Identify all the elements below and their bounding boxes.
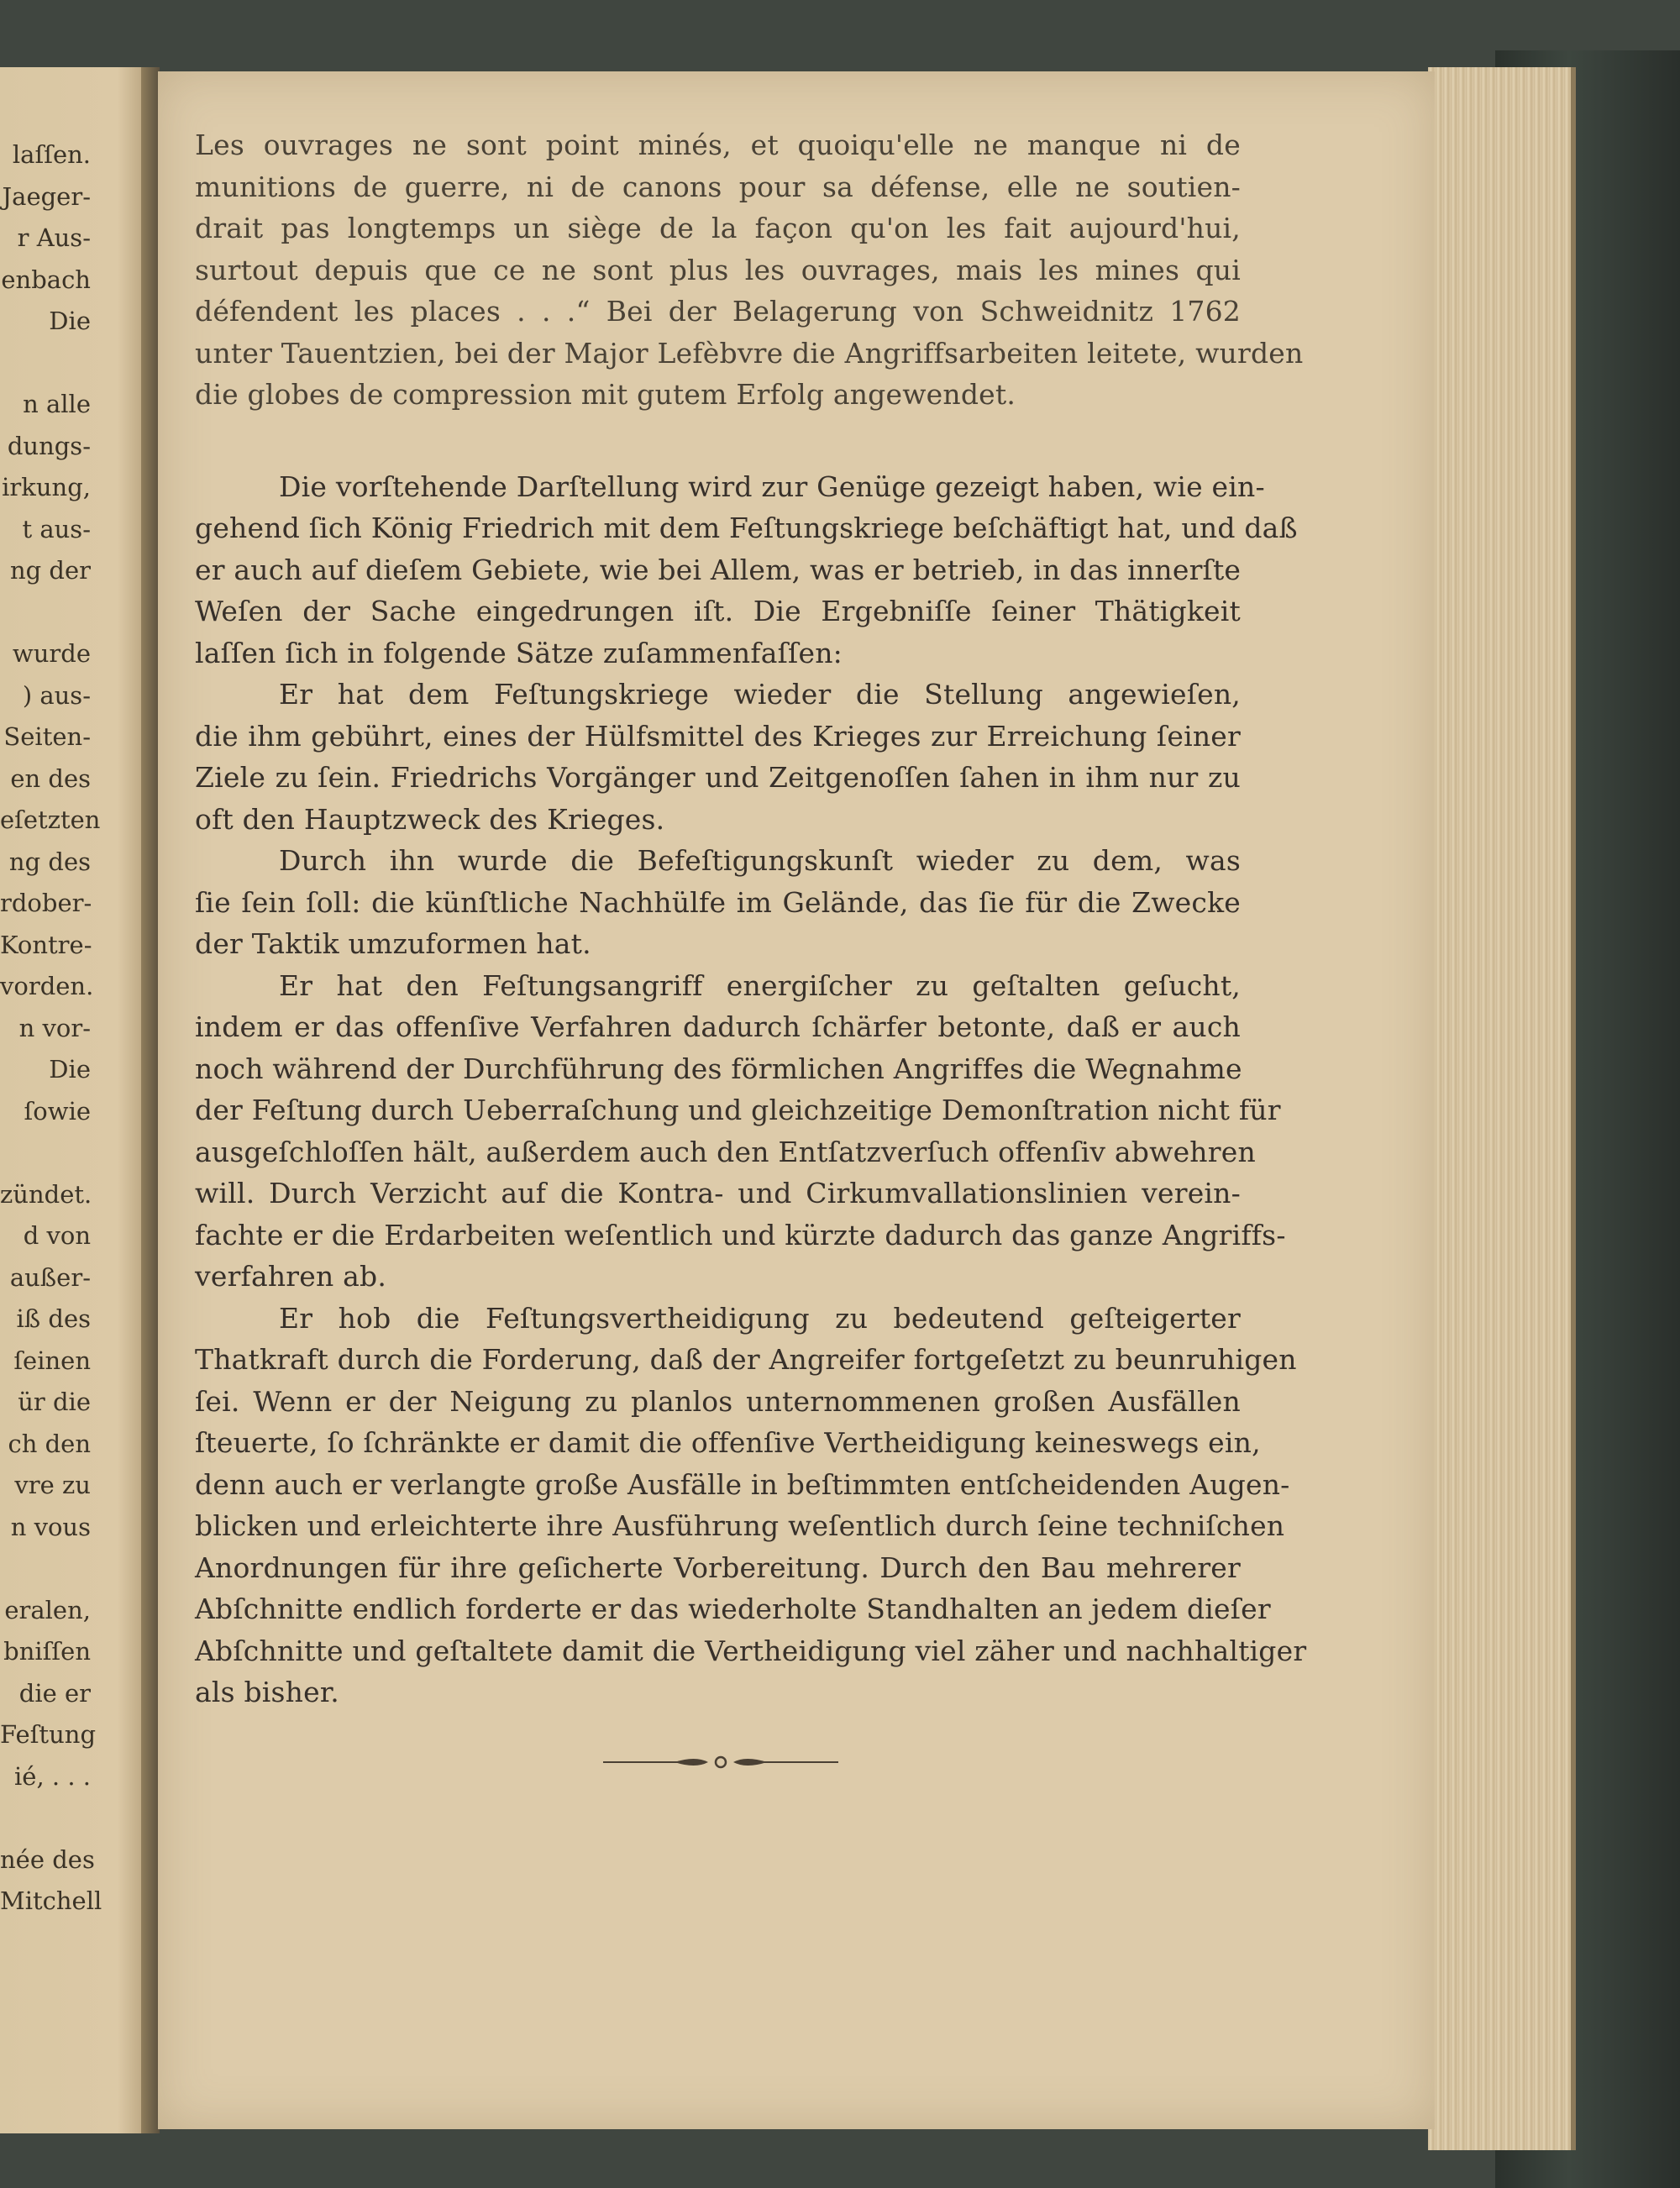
- left-page-fragment: ng des: [8, 847, 91, 876]
- left-page-fragment: Die: [49, 307, 91, 335]
- text-line: unter Tauentzien, bei der Major Lefèbvre die Angriffsarbeiten leitete, wurden: [195, 336, 1304, 370]
- left-page-fragment: t aus-: [22, 514, 91, 543]
- text-line: drait pas longtemps un siège de la façon qu'on les fait aujourd'hui,: [195, 212, 1241, 244]
- left-page-fragment: n vous: [10, 1512, 91, 1541]
- left-page-fragment: [0, 1548, 91, 1590]
- text-line: Er hat dem Feſtungskriege wieder die Stellung angewieſen,: [279, 678, 1241, 711]
- left-page-fragment: wurde: [12, 639, 91, 668]
- left-page-fragment: r Aus-: [17, 223, 91, 252]
- left-page-fragment: ſeinen: [13, 1346, 91, 1375]
- left-page-fragment: Mitchell: [0, 1886, 102, 1915]
- left-page-fragment: ié, . . .: [14, 1761, 91, 1791]
- left-page-fragment: [0, 343, 91, 385]
- text-line: surtout depuis que ce ne sont plus les ouvrages, mais les mines qui: [195, 253, 1241, 286]
- left-page-fragment: außer-: [9, 1262, 91, 1292]
- left-page-fragment: rdober-: [0, 889, 92, 917]
- left-page-text: [0, 134, 102, 1923]
- text-line: ausgeſchloſſen hält, außerdem auch den Entſatzverſuch offenſiv abwehren: [195, 1135, 1256, 1168]
- text-line: der Feſtung durch Ueberraſchung und gleichzeitige Demonſtration nicht für: [195, 1094, 1281, 1126]
- left-page-fragment: bniſſen: [3, 1637, 91, 1666]
- left-page-fragment: eſetzten: [0, 805, 101, 834]
- text-line: Weſen der Sache eingedrungen iſt. Die Ergebniſſe ſeiner Thätigkeit: [195, 595, 1241, 627]
- left-page-fragment: irkung,: [2, 473, 91, 501]
- text-line: die ihm gebührt, eines der Hülfsmittel des Krieges zur Erreichung ſeiner: [195, 719, 1241, 753]
- left-page-fragment: n alle: [23, 390, 91, 418]
- text-line: der Taktik umzuformen hat.: [195, 927, 591, 960]
- left-page-fragment: vorden.: [0, 972, 94, 1000]
- paragraph-point-4: [195, 1298, 1307, 1713]
- text-line: er auch auf dieſem Gebiete, wie bei Allem, was er betrieb, in das innerſte: [195, 553, 1242, 586]
- page-body: [195, 124, 1307, 1713]
- left-page-fragment: laſſen.: [12, 140, 91, 169]
- text-line: gehend ſich König Friedrich mit dem Feſtungskriege beſchäftigt hat, und daß: [195, 512, 1298, 544]
- text-line: ſie ſein ſoll: die künſtliche Nachhülfe im Gelände, das ſie für die Zwecke: [195, 885, 1241, 919]
- text-line: fachte er die Erdarbeiten weſentlich und kürzte dadurch das ganze Angriffs-: [195, 1218, 1286, 1251]
- text-line: ſteuerte, ſo ſchränkte er damit die offenſive Vertheidigung keineswegs ein,: [195, 1426, 1261, 1459]
- text-line: Les ouvrages ne sont point minés, et quoiqu'elle ne manque ni de: [195, 129, 1241, 161]
- text-line: Ziele zu ſein. Friedrichs Vorgänger und Zeitgenoſſen ſahen in ihm nur zu: [195, 761, 1241, 794]
- left-page-fragment: die er: [18, 1678, 91, 1708]
- text-line: ſei. Wenn er der Neigung zu planlos unternommenen großen Ausfällen: [195, 1384, 1241, 1418]
- left-page-fragment: ſowie: [24, 1096, 91, 1125]
- left-page-fragment: n vor-: [18, 1013, 91, 1042]
- left-page-fragment: Kontre-: [0, 930, 92, 959]
- left-page-fragment: dungs-: [7, 431, 91, 460]
- left-page-fragment: née des: [0, 1844, 95, 1874]
- text-line: Thatkraft durch die Forderung, daß der Angreifer fortgeſetzt zu beunruhigen: [195, 1343, 1297, 1376]
- left-page-fragment: d von: [23, 1221, 91, 1250]
- left-page-fragment: Jaeger-: [2, 181, 91, 211]
- text-line: Abſchnitte endlich forderte er das wiederholte Standhalten an jedem dieſer: [195, 1592, 1271, 1625]
- french-quote-block: [195, 124, 1304, 416]
- left-page-fragment: Seiten-: [3, 722, 91, 751]
- text-line: Er hob die Feſtungsvertheidigung zu bedeutend geſteigerter: [279, 1301, 1241, 1335]
- paragraph-point-3: [195, 965, 1286, 1298]
- left-page-fragment: ch den: [8, 1429, 91, 1458]
- text-line: will. Durch Verzicht auf die Kontra- und Cirkumvallationslinien verein-: [195, 1177, 1241, 1209]
- left-page-fragment: [0, 1797, 91, 1839]
- text-line: munitions de guerre, ni de canons pour sa défense, elle ne soutien-: [195, 170, 1241, 203]
- left-page-fragment: vre zu: [14, 1471, 91, 1499]
- left-page-fragment: enbach: [1, 265, 91, 294]
- text-line: verfahren ab.: [195, 1260, 387, 1293]
- paragraph-point-1: [195, 674, 1241, 840]
- left-page-fragment: ng der: [9, 556, 91, 585]
- left-page-fragment: ür die: [18, 1388, 91, 1416]
- text-line: die globes de compression mit gutem Erfolg angewendet.: [195, 378, 1016, 411]
- text-line: indem er das offenſive Verfahren dadurch ſchärfer betonte, daß er auch: [195, 1010, 1241, 1043]
- text-line: oft den Hauptzweck des Krieges.: [195, 802, 665, 836]
- left-page-fragment: Die: [49, 1055, 91, 1084]
- text-line: denn auch er verlangte große Ausfälle in beſtimmten entſcheidenden Augen-: [195, 1467, 1290, 1501]
- paragraph-point-2: [195, 840, 1241, 965]
- tailpiece-ornament-icon: [603, 1752, 838, 1772]
- text-line: Anordnungen für ihre geſicherte Vorbereitung. Durch den Bau mehrerer: [195, 1550, 1241, 1584]
- text-line: als bisher.: [195, 1676, 339, 1708]
- text-line: défendent les places . . .“ Bei der Belagerung von Schweidnitz 1762: [195, 295, 1241, 328]
- left-page-fragment: [0, 1132, 91, 1174]
- left-page-fragment: Feſtung: [0, 1720, 97, 1749]
- left-page-fragment: [0, 592, 91, 634]
- text-line: blicken und erleichterte ihre Ausführung weſentlich durch ſeine techniſchen: [195, 1509, 1285, 1542]
- page-edges: [1428, 67, 1576, 2150]
- book-gutter: [141, 67, 160, 2133]
- left-page-fragment: en des: [10, 763, 91, 793]
- text-line: Er hat den Feſtungsangriff energiſcher zu geſtalten geſucht,: [279, 968, 1241, 1002]
- paragraph-summary: [195, 466, 1298, 674]
- left-page-fragment: iß des: [16, 1304, 91, 1333]
- text-line: laſſen ſich in folgende Sätze zuſammenfaſſen:: [195, 636, 843, 669]
- left-page-fragment: eralen,: [4, 1595, 91, 1624]
- text-line: Die vorſtehende Darſtellung wird zur Genüge gezeigt haben, wie ein-: [279, 470, 1265, 503]
- left-page-fragment: ) aus-: [22, 680, 91, 710]
- text-line: Abſchnitte und geſtaltete damit die Vertheidigung viel zäher und nachhaltiger: [195, 1634, 1307, 1667]
- left-page-fragment: zündet.: [0, 1179, 92, 1209]
- text-line: Durch ihn wurde die Befeſtigungskunſt wieder zu dem, was: [279, 844, 1241, 877]
- text-line: noch während der Durchführung des förmlichen Angriffes die Wegnahme: [195, 1052, 1242, 1085]
